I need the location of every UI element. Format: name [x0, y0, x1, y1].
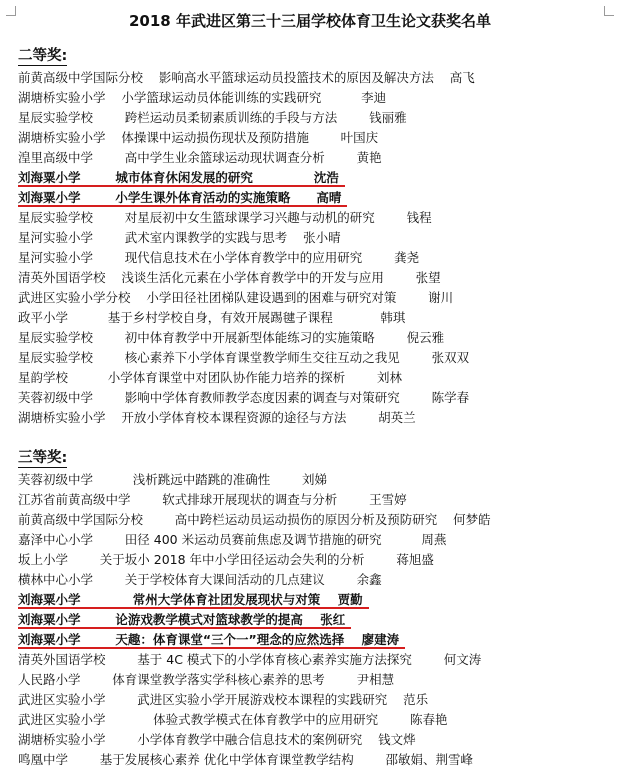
award-entry	[18, 550, 618, 570]
second-prize-heading: 二等奖:	[18, 48, 68, 64]
award-entry-text: 星辰实验学校 跨栏运动员柔韧素质训练的手段与方法 钱丽雅	[18, 110, 407, 125]
award-entry-text: 鸣凰中学 基于发展核心素养 优化中学体育课堂教学结构 邵敏娟、荆雪峰	[18, 752, 474, 767]
award-entry-text: 芙蓉初级中学 浅析跳远中踏跳的准确性 刘娣	[18, 472, 328, 487]
award-entry	[18, 710, 618, 730]
award-entry-text: 清英外国语学校 基于 4C 模式下的小学体育核心素养实施方法探究 何文涛	[18, 652, 482, 667]
award-entry	[18, 228, 618, 248]
award-entry-text: 星韵学校 小学体育课堂中对团队协作能力培养的探析 刘林	[18, 370, 403, 385]
third-prize-heading: 三等奖:	[18, 450, 68, 466]
award-entry-text: 人民路小学 体育课堂教学落实学科核心素养的思考 尹相慧	[18, 672, 395, 687]
award-entry-text: 星辰实验学校 核心素养下小学体育课堂教学师生交往互动之我见 张双双	[18, 350, 470, 365]
award-entry-text: 江苏省前黄高级中学 软式排球开展现状的调查与分析 王雪婷	[18, 492, 407, 507]
red-underline	[18, 607, 369, 609]
award-entry-text: 武进区实验小学 武进区实验小学开展游戏校本课程的实践研究 范乐	[18, 692, 429, 707]
award-entry	[18, 590, 618, 610]
award-entry-text: 湟里高级中学 高中学生业余篮球运动现状调查分析 黄艳	[18, 150, 382, 165]
award-entry	[18, 208, 618, 228]
award-entry	[18, 268, 618, 288]
award-entry	[18, 530, 618, 550]
award-entry	[18, 128, 618, 148]
award-entry-text: 刘海粟小学 论游戏教学模式对篮球教学的提高 张红	[18, 612, 346, 627]
award-entry-text: 武进区实验小学分校 小学田径社团梯队建设遇到的困难与研究对策 谢川	[18, 290, 454, 305]
award-entry	[18, 408, 618, 428]
award-entry	[18, 470, 618, 490]
award-entry-text: 星河实验小学 武术室内课教学的实践与思考 张小晴	[18, 230, 341, 245]
award-entry	[18, 108, 618, 128]
award-entry	[18, 248, 618, 268]
award-entry-text: 清英外国语学校 浅谈生活化元素在小学体育教学中的开发与应用 张望	[18, 270, 441, 285]
award-entry	[18, 168, 618, 188]
award-entry-text: 嘉泽中心小学 田径 400 米运动员赛前焦虑及调节措施的研究 周燕	[18, 532, 447, 547]
award-entry	[18, 288, 618, 308]
award-entry-text: 武进区实验小学 体验式教学模式在体育教学中的应用研究 陈春艳	[18, 712, 448, 727]
red-underline	[18, 205, 347, 207]
award-entry	[18, 68, 618, 88]
award-entry-text: 前黄高级中学国际分校 高中跨栏运动员运动损伤的原因分析及预防研究 何梦皓	[18, 512, 491, 527]
award-entry	[18, 750, 618, 770]
document-title: 2018 年武进区第三十三届学校体育卫生论文获奖名单	[129, 12, 491, 30]
red-underline	[18, 185, 345, 187]
award-entry	[18, 328, 618, 348]
award-entry	[18, 650, 618, 670]
award-entry	[18, 388, 618, 408]
award-entry-text: 湖塘桥实验小学 小学篮球运动员体能训练的实践研究 李迪	[18, 90, 387, 105]
award-entry-text: 坂上小学 关于坂小 2018 年中小学田径运动会失利的分析 蒋旭盛	[18, 552, 434, 567]
award-entry-text: 刘海粟小学 常州大学体育社团发展现状与对策 贾勤	[18, 592, 363, 607]
award-entry	[18, 148, 618, 168]
award-entry-text: 湖塘桥实验小学 开放小学体育校本课程资源的途径与方法 胡英兰	[18, 410, 416, 425]
award-entry-text: 刘海粟小学 天趣：体育课堂“三个一”理念的应然选择 廖建涛	[18, 632, 400, 647]
award-entry	[18, 88, 618, 108]
award-entry	[18, 510, 618, 530]
award-entry-text: 政平小学 基于乡村学校自身，有效开展踢毽子课程 韩琪	[18, 310, 406, 325]
award-entry-text: 星河实验小学 现代信息技术在小学体育教学中的应用研究 龚尧	[18, 250, 420, 265]
award-entry-text: 湖塘桥实验小学 体操课中运动损伤现状及预防措施 叶国庆	[18, 130, 379, 145]
award-entry	[18, 690, 618, 710]
award-entry-text: 芙蓉初级中学 影响中学体育教师教学态度因素的调查与对策研究 陈学春	[18, 390, 470, 405]
award-entry	[18, 368, 618, 388]
award-entry-text: 刘海粟小学 小学生课外体育活动的实施策略 高晴	[18, 190, 342, 205]
second-prize-list	[18, 68, 618, 428]
award-entry	[18, 570, 618, 590]
award-entry-text: 刘海粟小学 城市体育休闲发展的研究 沈浩	[18, 170, 339, 185]
red-underline	[18, 627, 351, 629]
award-entry	[18, 308, 618, 328]
award-entry-text: 湖塘桥实验小学 小学体育教学中融合信息技术的案例研究 钱文烨	[18, 732, 416, 747]
award-entry	[18, 610, 618, 630]
award-entry	[18, 730, 618, 750]
award-entry	[18, 348, 618, 368]
award-entry-text: 前黄高级中学国际分校 影响高水平篮球运动员投篮技术的原因及解决方法 高飞	[18, 70, 475, 85]
award-entry-text: 星辰实验学校 对星辰初中女生篮球课学习兴趣与动机的研究 钱程	[18, 210, 432, 225]
red-underline	[18, 647, 405, 649]
award-entry	[18, 188, 618, 208]
award-entry	[18, 630, 618, 650]
award-entry	[18, 490, 618, 510]
third-prize-list	[18, 470, 618, 770]
award-entry-text: 横林中心小学 关于学校体育大课间活动的几点建议 余鑫	[18, 572, 382, 587]
award-entry	[18, 670, 618, 690]
award-entry-text: 星辰实验学校 初中体育教学中开展新型体能练习的实施策略 倪云雅	[18, 330, 445, 345]
